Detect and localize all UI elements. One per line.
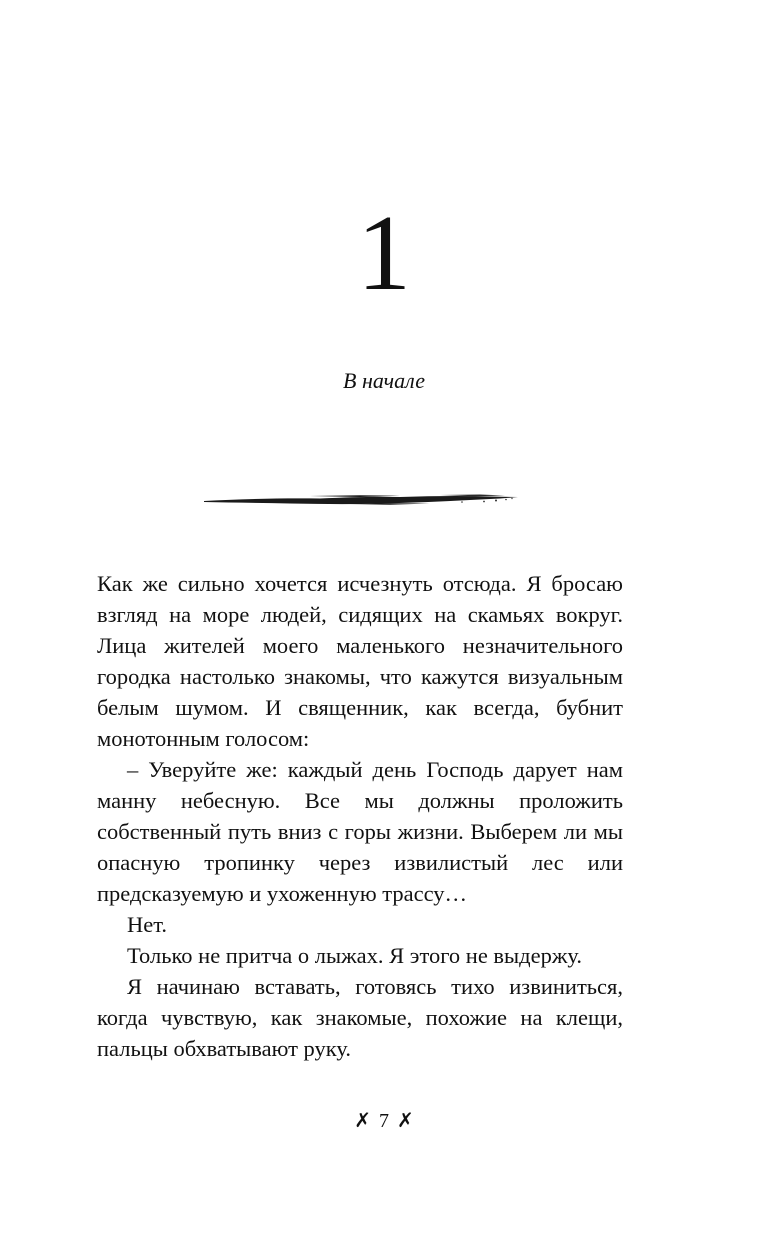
cross-ornament-icon: ✗ (397, 1110, 414, 1132)
page-footer (0, 1108, 768, 1134)
paragraph: – Уверуйте же: каждый день Господь дарует нам манну небесную. Все мы должны проложить собственный путь вниз с горы жизни. Выберем ли мы опасную тропинку через извилистый лес или предсказуемую и ухоженную трассу… (97, 757, 623, 906)
chapter-body (97, 568, 623, 1064)
paragraph: Я начинаю вставать, готовясь тихо извиниться, когда чувствую, как знакомые, похожие на клещи, пальцы обхватывают руку. (97, 974, 623, 1061)
paragraph: Только не притча о лыжах. Я этого не выдержу. (127, 943, 583, 968)
cross-ornament-icon: ✗ (354, 1110, 371, 1132)
chapter-title: В начале (343, 368, 425, 393)
paragraph: Как же сильно хочется исчезнуть отсюда. Я бросаю взгляд на море людей, сидящих на скамьях вокруг. Лица жителей моего маленького незначительного городка настолько знакомы, что кажутся визуальным белым шумом. И священник, как всегда, бубнит монотонным голосом: (97, 571, 623, 751)
page-number: 7 (379, 1110, 389, 1132)
brush-stroke-divider (200, 488, 522, 512)
paragraph: Нет. (127, 912, 168, 937)
chapter-number: 1 (357, 194, 411, 313)
